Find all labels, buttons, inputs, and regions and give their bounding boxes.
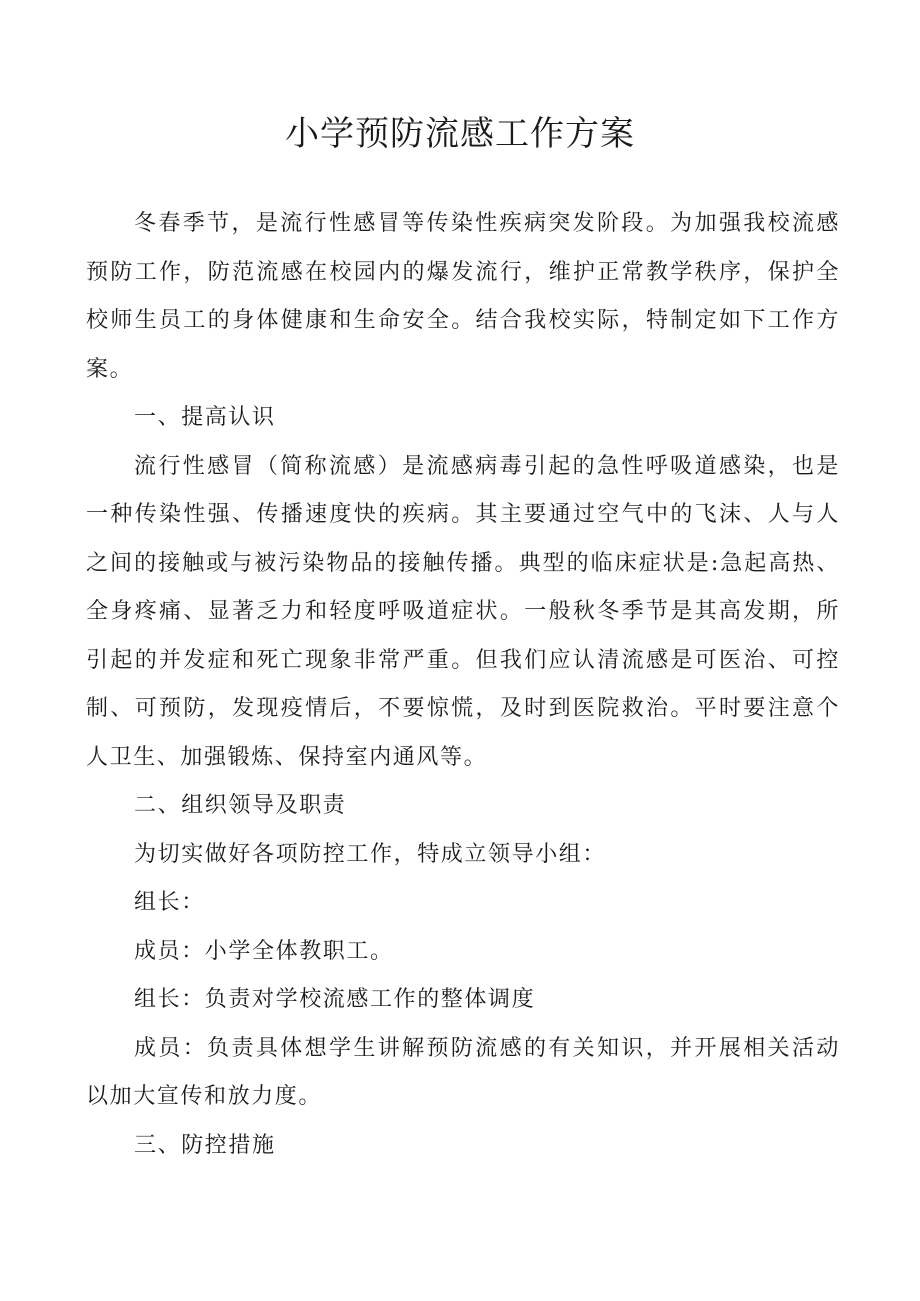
section-heading-1: 一、提高认识 [134,405,276,430]
section-heading-2: 二、组织领导及职责 [134,793,347,818]
document-body [86,200,840,1170]
member-duty-paragraph: 成员：负责具体想学生讲解预防流感的有关知识，并开展相关活动以加大宣传和放力度。 [86,1035,840,1109]
section-1-paragraph: 流行性感冒（简称流感）是流感病毒引起的急性呼吸道感染，也是一种传染性强、传播速度快的疾病。其主要通过空气中的飞沫、人与人之间的接触或与被污染物品的接触传播。典型的临床症状是:急起高热、全身疼痛、显著乏力和轻度呼吸道症状。一般秋冬季节是其高发期，所引起的并发症和死亡现象非常严重。但我们应认清流感是可医治、可控制、可预防，发现疫情后，不要惊慌，及时到医院救治。平时要注意个人卫生、加强锻炼、保持室内通风等。 [86,453,840,770]
section-heading-3: 三、防控措施 [134,1132,276,1158]
document-title: 小学预防流感工作方案 [285,114,635,154]
group-leader-line: 组长： [134,890,205,915]
intro-paragraph: 冬春季节，是流行性感冒等传染性疾病突发阶段。为加强我校流感预防工作，防范流感在校园内的爆发流行，维护正常教学秩序，保护全校师生员工的身体健康和生命安全。结合我校实际，特制定如下工作方案。 [86,211,840,382]
leader-duty-line: 组长：负责对学校流感工作的整体调度 [134,987,536,1012]
leadership-intro-paragraph: 为切实做好各项防控工作，特成立领导小组： [134,841,607,867]
group-members-line: 成员：小学全体教职工。 [134,938,394,964]
